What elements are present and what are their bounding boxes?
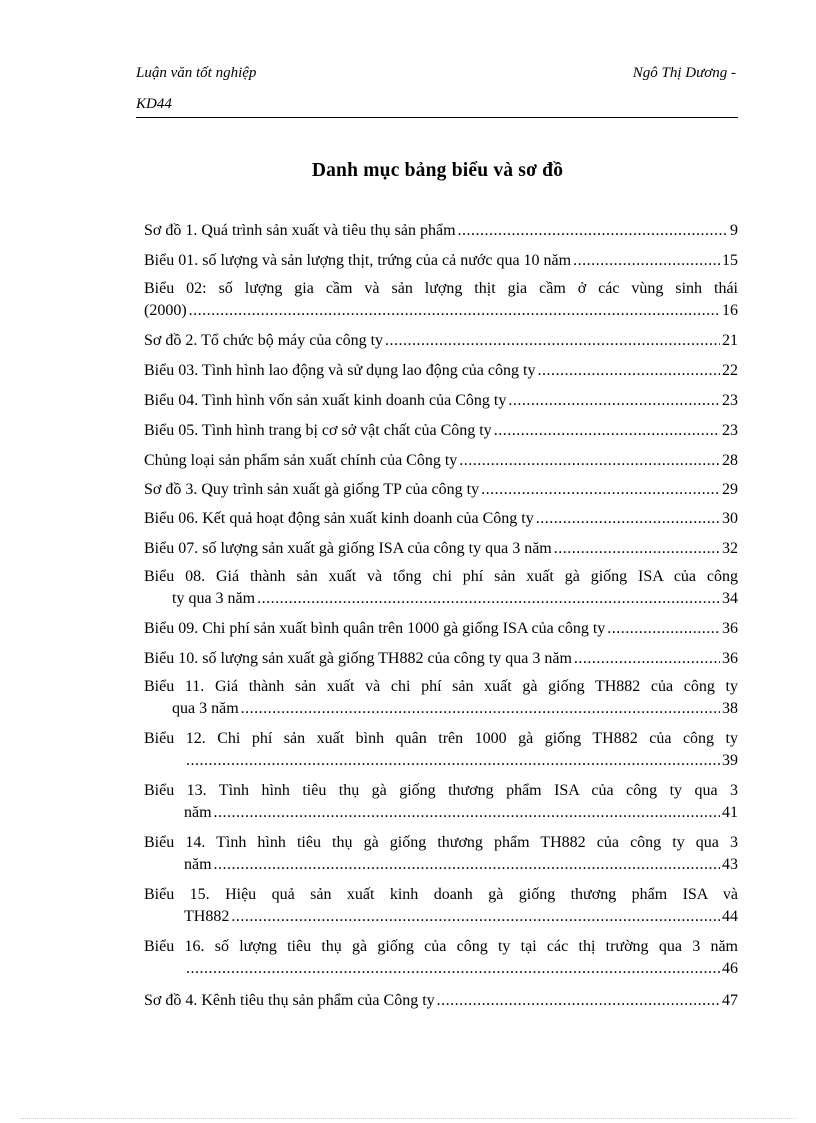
dot-leader: [574, 648, 720, 670]
toc-entry-page: 22: [722, 362, 738, 379]
toc-entry: [144, 420, 738, 442]
toc-entry: [144, 566, 738, 610]
toc-entry-page: 38: [722, 700, 738, 717]
toc-entry: [144, 390, 738, 412]
toc-entry-page: 21: [722, 332, 738, 349]
toc-entry: [144, 936, 738, 980]
toc-entry-text-cont: qua 3 năm: [172, 700, 239, 717]
toc-entry-text: Biểu 15. Hiệu quả sản xuất kinh doanh gà giống thương phẩm ISA và: [144, 886, 738, 903]
toc-entry-text: Biểu 10. số lượng sản xuất gà giống TH882 của công ty qua 3 năm: [144, 650, 572, 667]
toc-entry: [144, 250, 738, 272]
toc-entry-page: 23: [722, 392, 738, 409]
dot-leader: [536, 508, 720, 530]
toc-entry-text: Sơ đồ 4. Kênh tiêu thụ sản phẩm của Công ty: [144, 992, 435, 1009]
toc-entry: [144, 538, 738, 560]
dot-leader: [186, 958, 720, 980]
dot-leader: [241, 698, 720, 720]
toc-entry-page: 34: [722, 590, 738, 607]
toc-entry-page: 47: [722, 992, 738, 1009]
dot-leader: [257, 588, 720, 610]
dot-leader: [459, 450, 720, 472]
toc-entry-text: Biểu 06. Kết quả hoạt động sản xuất kinh doanh của Công ty: [144, 510, 534, 527]
page-title: Danh mục bảng biểu và sơ đồ: [311, 160, 564, 181]
dot-leader: [607, 618, 720, 640]
toc-entry: [144, 648, 738, 670]
dot-leader: [214, 854, 720, 876]
toc-entry: [144, 220, 738, 242]
toc-entry: [144, 676, 738, 720]
dot-leader: [458, 220, 728, 242]
toc-entry-page: 32: [722, 540, 738, 557]
dot-leader: [573, 250, 720, 272]
dot-leader: [437, 990, 720, 1012]
toc-entry-text: Biểu 02: số lượng gia cầm và sản lượng thịt gia cầm ở các vùng sinh thái: [144, 280, 738, 297]
toc-entry-page: 44: [722, 908, 738, 925]
toc-entry: [144, 278, 738, 322]
toc-entry-page: 36: [722, 620, 738, 637]
toc-entry-text: Biểu 12. Chi phí sản xuất bình quân trên 1000 gà giống TH882 của công ty: [144, 730, 738, 747]
toc-entry: [144, 990, 738, 1012]
toc-entry-page: 36: [722, 650, 738, 667]
toc-entry-text-cont: năm: [184, 804, 212, 821]
dot-leader: [508, 390, 720, 412]
toc-entry-text: Biểu 09. Chi phí sản xuất bình quân trên 1000 gà giống ISA của công ty: [144, 620, 606, 637]
toc-entry: [144, 884, 738, 928]
dot-leader: [481, 479, 720, 501]
toc-entry: [144, 330, 738, 352]
toc-entry-page: 16: [722, 302, 738, 319]
dot-leader: [537, 360, 720, 382]
toc-entry-text: Biểu 03. Tình hình lao động và sử dụng lao động của công ty: [144, 362, 536, 379]
toc-entry: [144, 508, 738, 530]
toc-entry-text: Biểu 01. số lượng và sản lượng thịt, trứng của cả nước qua 10 năm: [144, 252, 572, 269]
toc-entry-page: 39: [722, 752, 738, 769]
dot-leader: [186, 750, 720, 772]
toc-entry-page: 29: [722, 481, 738, 498]
toc-entry-text: Biểu 14. Tình hình tiêu thụ gà giống thương phẩm TH882 của công ty qua 3: [144, 834, 738, 851]
toc-entry-text-cont: ty qua 3 năm: [172, 590, 256, 607]
toc-entry-text: Biểu 16. số lượng tiêu thụ gà giống của công ty tại các thị trường qua 3 năm: [144, 938, 738, 955]
dot-leader: [214, 802, 720, 824]
toc-entry-text: Sơ đồ 1. Quá trình sản xuất và tiêu thụ sản phẩm: [144, 222, 456, 239]
toc-entry-page: 15: [722, 252, 738, 269]
toc-entry-page: 41: [722, 804, 738, 821]
toc-entry: [144, 832, 738, 876]
toc-entry-text: Sơ đồ 3. Quy trình sản xuất gà giống TP của công ty: [144, 481, 480, 498]
header-divider: [136, 117, 738, 118]
toc-entry: [144, 479, 738, 501]
toc-entry: [144, 360, 738, 382]
toc-entry-text: Chủng loại sản phẩm sản xuất chính của Công ty: [144, 452, 458, 469]
toc-entry-text-cont: (2000): [144, 302, 187, 319]
dot-leader: [385, 330, 720, 352]
toc-entry-page: 28: [722, 452, 738, 469]
header-thesis-label: Luận văn tốt nghiệp: [136, 65, 257, 81]
toc-entry-text-cont: TH882: [184, 908, 230, 925]
toc-entry-text: Biểu 05. Tình hình trang bị cơ sở vật chất của Công ty: [144, 422, 492, 439]
toc-entry-text: Biểu 13. Tình hình tiêu thụ gà giống thương phẩm ISA của công ty qua 3: [144, 782, 738, 799]
toc-entry-page: 23: [722, 422, 738, 439]
dot-leader: [189, 300, 720, 322]
header-author-name: Ngô Thị Dương -: [632, 65, 736, 81]
toc-entry-page: 9: [730, 222, 738, 239]
dot-leader: [554, 538, 720, 560]
toc-entry-page: 43: [722, 856, 738, 873]
header-class-code: KD44: [136, 96, 172, 112]
toc-entry-text: Biểu 08. Giá thành sản xuất và tổng chi phí sản xuất gà giống ISA của công: [144, 568, 738, 585]
page-bottom-border: [20, 1118, 796, 1119]
toc-entry-text-cont: năm: [184, 856, 212, 873]
toc-entry: [144, 728, 738, 772]
toc-entry-text: Biểu 04. Tình hình vốn sản xuất kinh doanh của Công ty: [144, 392, 507, 409]
toc-entry-text: Biểu 07. số lượng sản xuất gà giống ISA của công ty qua 3 năm: [144, 540, 552, 557]
toc-entry: [144, 618, 738, 640]
toc-entry-text: Sơ đồ 2. Tổ chức bộ máy của công ty: [144, 332, 384, 349]
toc-entry-page: 30: [722, 510, 738, 527]
toc-entry: [144, 780, 738, 824]
dot-leader: [494, 420, 720, 442]
toc-entry-page: 46: [722, 960, 738, 977]
dot-leader: [231, 906, 720, 928]
toc-entry-text: Biểu 11. Giá thành sản xuất và chi phí sản xuất gà giống TH882 của công ty: [144, 678, 738, 695]
toc-entry: [144, 450, 738, 472]
